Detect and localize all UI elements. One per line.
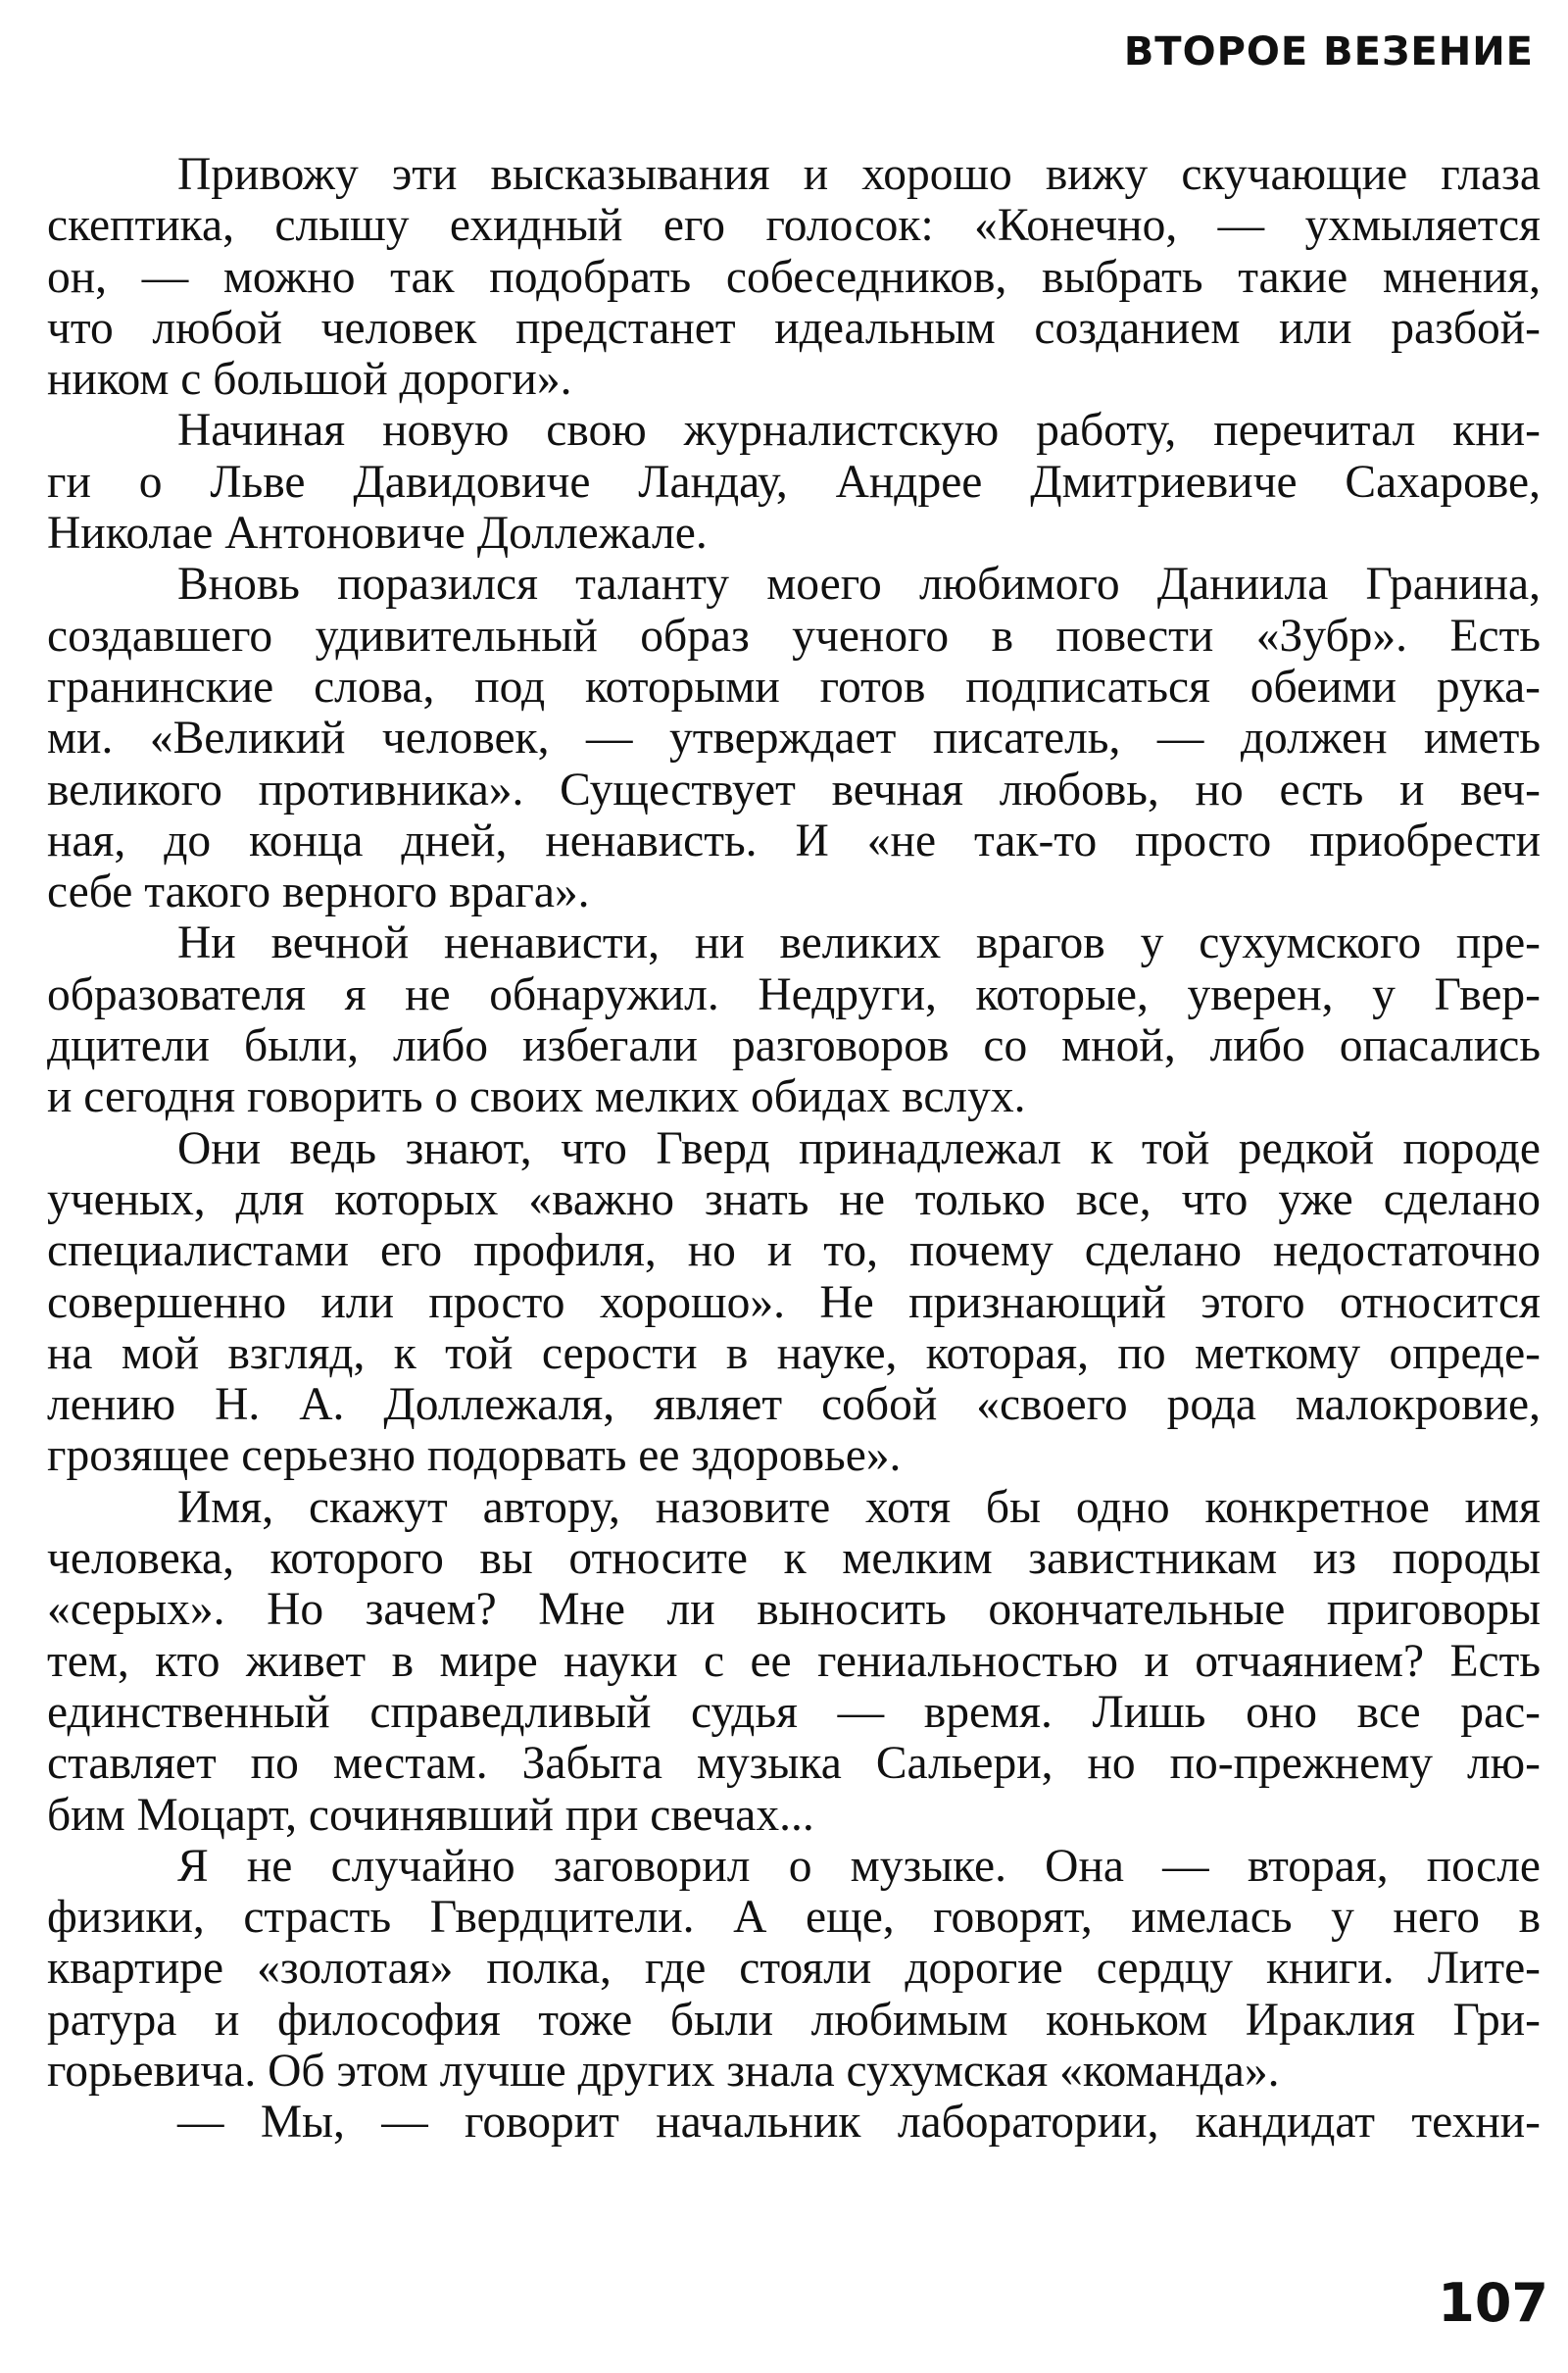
text-line: совершенно или просто хорошо». Не признающий этого относится [47,1276,1541,1328]
page-number: 107 [1438,2272,1548,2334]
text-line: Они ведь знают, что Гверд принадлежал к той редкой породе [177,1122,1541,1174]
body-text [47,149,1541,2149]
text-line: ная, до конца дней, ненависть. И «не так-то просто приобрести [47,815,1541,866]
text-line: великого противника». Существует вечная любовь, но есть и веч- [47,764,1541,816]
text-line: специалистами его профиля, но и то, почему сделано недостаточно [47,1225,1541,1277]
text-line: единственный справедливый судья — время. Лишь оно все рас- [47,1686,1541,1738]
text-line: Я не случайно заговорил о музыке. Она — вторая, после [177,1840,1541,1892]
text-line: ми. «Великий человек, — утверждает писатель, — должен иметь [47,713,1541,765]
text-line: гранинские слова, под которыми готов подписаться обеими рука- [47,661,1541,713]
text-line: ратура и философия тоже были любимым коньком Ираклия Гри- [47,1994,1541,2046]
text-line: лению Н. А. Доллежаля, являет собой «своего рода малокровие, [47,1379,1541,1431]
text-line: ником с большой дороги». [47,354,572,406]
text-line: бим Моцарт, сочинявший при свечах... [47,1789,814,1841]
text-line: физики, страсть Гвердцители. А еще, говорят, имелась у него в [47,1892,1541,1944]
text-line: Вновь поразился таланту моего любимого Даниила Гранина, [177,559,1541,611]
text-line: Имя, скажут автору, назовите хотя бы одно конкретное имя [177,1481,1541,1533]
text-line: тем, кто живет в мире науки с ее гениальностью и отчаянием? Есть [47,1635,1541,1687]
text-line: образователя я не обнаружил. Недруги, которые, уверен, у Гвер- [47,968,1541,1020]
text-line: себе такого верного врага». [47,866,590,918]
text-line: что любой человек предстанет идеальным созданием или разбой- [47,302,1541,354]
text-line: он, — можно так подобрать собеседников, выбрать такие мнения, [47,251,1541,303]
text-line: горьевича. Об этом лучше других знала сухумская «команда». [47,2045,1280,2097]
text-line: на мой взгляд, к той серости в науке, которая, по меткому опреде- [47,1327,1541,1379]
text-line: и сегодня говорить о своих мелких обидах вслух. [47,1071,1026,1123]
text-line: Ни вечной ненависти, ни великих врагов у сухумского пре- [177,917,1541,969]
text-line: Привожу эти высказывания и хорошо вижу скучающие глаза [177,149,1541,200]
text-line: Начиная новую свою журналистскую работу, перечитал кни- [177,405,1541,457]
text-line: ученых, для которых «важно знать не только все, что уже сделано [47,1173,1541,1225]
text-line: ги о Льве Давидовиче Ландау, Андрее Дмитриевиче Сахарове, [47,456,1541,508]
text-line: «серых». Но зачем? Мне ли выносить окончательные приговоры [47,1584,1541,1636]
text-line: человека, которого вы относите к мелким завистникам из породы [47,1533,1541,1585]
text-line: ставляет по местам. Забыта музыка Сальери, но по-прежнему лю- [47,1738,1541,1790]
running-header-title: ВТОРОЕ ВЕЗЕНИЕ [1123,29,1534,74]
text-line: квартире «золотая» полка, где стояли дорогие сердцу книги. Лите- [47,1943,1541,1995]
text-line: грозящее серьезно подорвать ее здоровье». [47,1430,902,1482]
text-line: дцители были, либо избегали разговоров со мной, либо опасались [47,1020,1541,1072]
text-line: скептика, слышу ехидный его голосок: «Конечно, — ухмыляется [47,200,1541,252]
text-line: — Мы, — говорит начальник лаборатории, кандидат техни- [177,2097,1541,2149]
text-line: создавшего удивительный образ ученого в повести «Зубр». Есть [47,610,1541,662]
text-line: Николае Антоновиче Доллежале. [47,508,708,560]
